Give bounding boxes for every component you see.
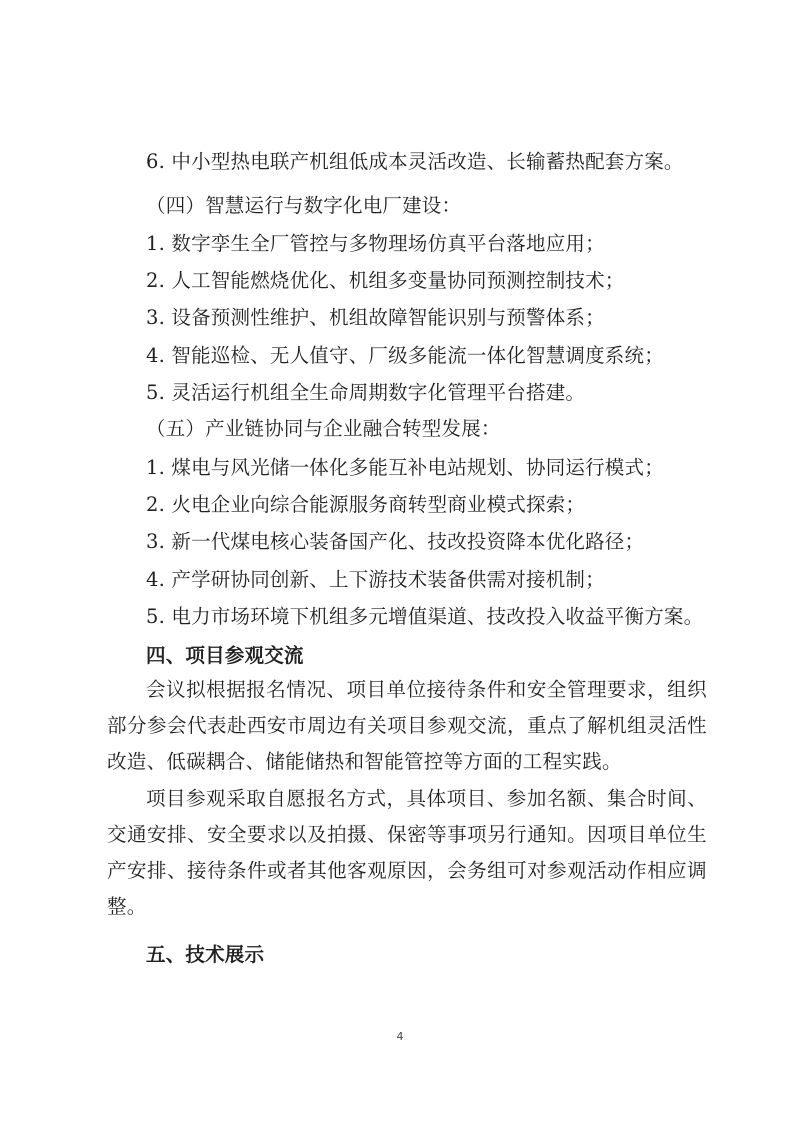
list-item: 3. 设备预测性维护、机组故障智能识别与预警体系；: [146, 306, 605, 329]
list-item: 2. 人工智能燃烧优化、机组多变量协同预测控制技术；: [146, 269, 625, 292]
list-item: 1. 数字孪生全厂管控与多物理场仿真平台落地应用；: [146, 232, 605, 255]
list-item: 6. 中小型热电联产机组低成本灵活改造、长输蓄热配套方案。: [146, 150, 684, 173]
list-item: 2. 火电企业向综合能源服务商转型商业模式探索；: [146, 493, 586, 516]
list-item: 5. 电力市场环境下机组多元增值渠道、技改投入收益平衡方案。: [146, 605, 704, 628]
subsection-heading: （五）产业链协同与企业融合转型发展：: [146, 417, 501, 440]
list-item: 4. 产学研协同创新、上下游技术装备供需对接机制；: [146, 568, 605, 591]
paragraph: 项目参观采取自愿报名方式，具体项目、参加名额、集合时间、交通安排、安全要求以及拍摄、保密等事项另行通知。因项目单位生产安排、接待条件或者其他客观原因，会务组可对参观活动作相应调整。: [107, 787, 707, 918]
list-item: 5. 灵活运行机组全生命周期数字化管理平台搭建。: [146, 381, 586, 404]
list-item: 1. 煤电与风光储一体化多能互补电站规划、协同运行模式；: [146, 456, 664, 479]
list-item: 3. 新一代煤电核心装备国产化、技改投资降本优化路径；: [146, 530, 645, 553]
section-heading-exhibition: 五、技术展示: [146, 943, 265, 966]
page-number: 4: [396, 1030, 404, 1043]
paragraph: 会议拟根据报名情况、项目单位接待条件和安全管理要求，组织部分参会代表赴西安市周边有关项目参观交流，重点了解机组灵活性改造、低碳耦合、储能储热和智能管控等方面的工程实践。: [107, 678, 707, 773]
subsection-heading: （四）智慧运行与数字化电厂建设：: [146, 194, 462, 217]
list-item: 4. 智能巡检、无人值守、厂级多能流一体化智慧调度系统；: [146, 344, 664, 367]
section-heading-visit: 四、项目参观交流: [146, 644, 304, 667]
